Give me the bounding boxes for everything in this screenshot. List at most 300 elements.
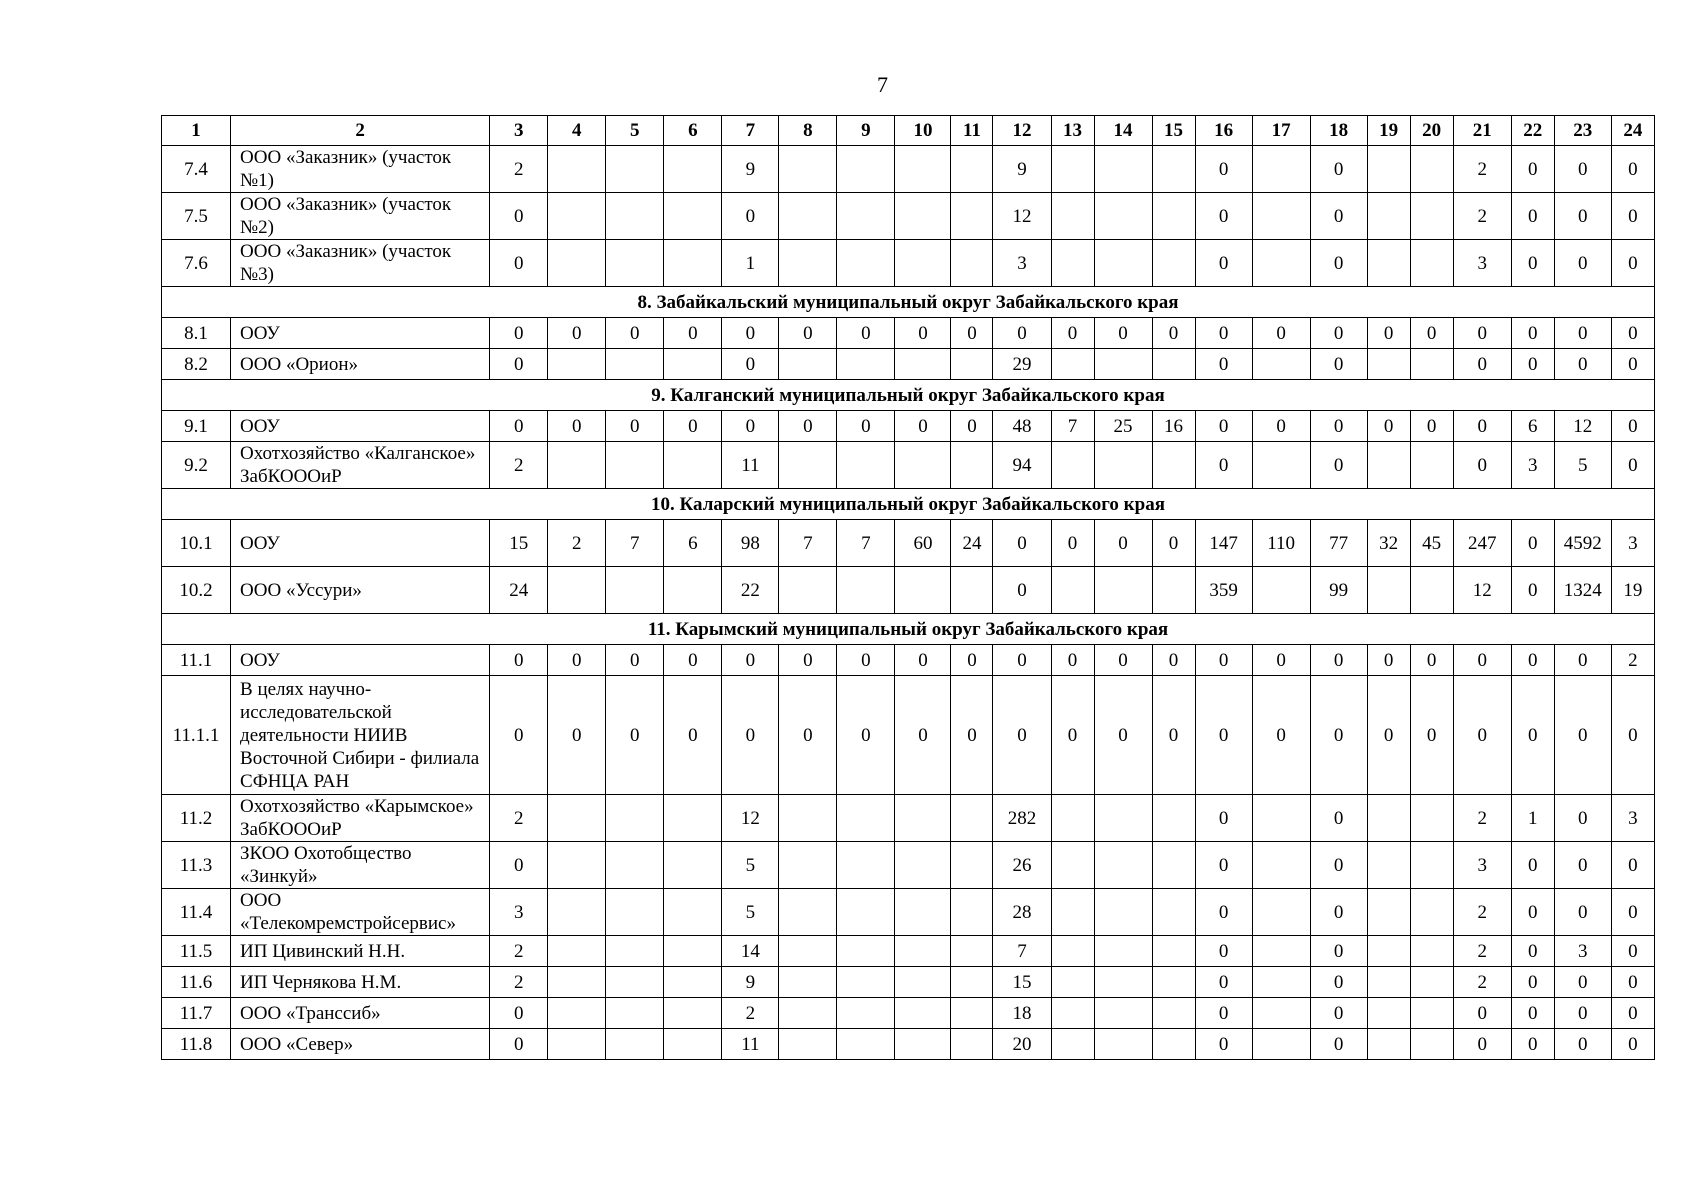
value-cell: 0 [993,676,1051,795]
value-cell: 0 [1554,676,1611,795]
value-cell [606,795,664,842]
value-cell [1367,889,1410,936]
value-cell: 0 [490,1029,548,1060]
value-cell: 0 [490,318,548,349]
row-name: ООО «Транссиб» [231,998,490,1029]
value-cell: 0 [1453,411,1511,442]
value-cell [664,146,722,193]
value-cell: 0 [1367,411,1410,442]
row-name: ООО «Заказник» (участок №1) [231,146,490,193]
value-cell: 0 [1094,318,1152,349]
value-cell [951,442,993,489]
value-cell: 0 [1511,240,1554,287]
value-cell: 0 [1611,842,1654,889]
value-cell: 0 [1195,645,1252,676]
value-cell: 0 [1453,442,1511,489]
value-cell: 3 [490,889,548,936]
value-cell: 0 [1195,889,1252,936]
value-cell [1051,936,1094,967]
value-cell: 0 [1252,645,1310,676]
page-number: 7 [877,72,888,97]
value-cell [837,889,895,936]
value-cell [548,1029,606,1060]
value-cell [779,442,837,489]
value-cell: 2 [1453,889,1511,936]
row-name: Охотхозяйство «Карымское» ЗабКОООиР [231,795,490,842]
value-cell [779,795,837,842]
value-cell: 15 [490,520,548,567]
value-cell [548,567,606,614]
value-cell [779,967,837,998]
value-cell: 0 [993,318,1051,349]
value-cell [837,1029,895,1060]
row-number: 11.2 [162,795,231,842]
value-cell: 77 [1310,520,1367,567]
value-cell: 359 [1195,567,1252,614]
value-cell: 0 [1310,889,1367,936]
column-header: 18 [1310,116,1367,146]
value-cell [1094,442,1152,489]
value-cell: 20 [993,1029,1051,1060]
row-name: Охотхозяйство «Калганское» ЗабКОООиР [231,442,490,489]
value-cell: 0 [722,318,779,349]
value-cell: 18 [993,998,1051,1029]
value-cell: 0 [1511,842,1554,889]
value-cell: 0 [993,567,1051,614]
value-cell: 0 [1310,146,1367,193]
column-header: 6 [664,116,722,146]
row-name: В целях научно-исследовательской деятельности НИИВ Восточной Сибири - филиала СФНЦА РАН [231,676,490,795]
value-cell [548,442,606,489]
value-cell [548,842,606,889]
value-cell [548,146,606,193]
value-cell: 9 [993,146,1051,193]
column-header: 1 [162,116,231,146]
value-cell [895,146,951,193]
value-cell [548,795,606,842]
value-cell: 0 [1367,676,1410,795]
value-cell [1410,967,1453,998]
value-cell: 6 [1511,411,1554,442]
value-cell: 0 [1310,349,1367,380]
value-cell: 0 [1554,193,1611,240]
value-cell: 0 [1195,676,1252,795]
value-cell: 3 [1611,520,1654,567]
row-name: ООО «Север» [231,1029,490,1060]
value-cell [1367,795,1410,842]
column-header: 4 [548,116,606,146]
row-number: 11.4 [162,889,231,936]
table-row [162,520,1655,567]
row-number: 11.3 [162,842,231,889]
value-cell: 0 [1611,349,1654,380]
value-cell [951,349,993,380]
value-cell [1367,349,1410,380]
value-cell: 2 [1453,193,1511,240]
value-cell [606,842,664,889]
row-number: 11.6 [162,967,231,998]
value-cell: 1324 [1554,567,1611,614]
value-cell: 11 [722,1029,779,1060]
value-cell: 0 [1195,146,1252,193]
value-cell [951,146,993,193]
value-cell: 6 [664,520,722,567]
value-cell [1252,889,1310,936]
value-cell [664,567,722,614]
row-number: 7.4 [162,146,231,193]
value-cell: 99 [1310,567,1367,614]
value-cell: 0 [1611,967,1654,998]
value-cell [779,889,837,936]
value-cell [951,889,993,936]
row-name: ООУ [231,520,490,567]
value-cell [548,998,606,1029]
value-cell: 9 [722,146,779,193]
value-cell [606,146,664,193]
value-cell [779,936,837,967]
row-name: ООО «Уссури» [231,567,490,614]
value-cell [1252,146,1310,193]
value-cell [1367,193,1410,240]
value-cell [1410,146,1453,193]
column-header: 20 [1410,116,1453,146]
value-cell: 247 [1453,520,1511,567]
value-cell [1152,795,1195,842]
value-cell [895,442,951,489]
value-cell: 1 [1511,795,1554,842]
value-cell: 2 [490,442,548,489]
value-cell: 0 [1511,146,1554,193]
value-cell: 12 [1554,411,1611,442]
value-cell: 0 [1195,240,1252,287]
value-cell: 0 [1195,967,1252,998]
value-cell: 0 [1611,240,1654,287]
value-cell: 7 [993,936,1051,967]
value-cell [951,240,993,287]
value-cell: 0 [1051,676,1094,795]
value-cell [606,1029,664,1060]
value-cell: 147 [1195,520,1252,567]
value-cell: 0 [1195,442,1252,489]
table-row [162,349,1655,380]
value-cell [895,240,951,287]
row-number: 8.2 [162,349,231,380]
value-cell: 0 [1611,411,1654,442]
value-cell: 0 [1611,318,1654,349]
value-cell [664,349,722,380]
value-cell: 32 [1367,520,1410,567]
value-cell [1410,442,1453,489]
value-cell [779,193,837,240]
value-cell: 24 [490,567,548,614]
section-row [162,489,1655,520]
value-cell: 0 [1554,1029,1611,1060]
value-cell [664,889,722,936]
value-cell [664,842,722,889]
table-row [162,146,1655,193]
value-cell [1152,967,1195,998]
column-header: 15 [1152,116,1195,146]
value-cell: 0 [1152,676,1195,795]
row-name: ООО «Заказник» (участок №2) [231,193,490,240]
value-cell: 0 [1511,998,1554,1029]
value-cell: 0 [490,349,548,380]
value-cell: 0 [1453,676,1511,795]
value-cell [1094,567,1152,614]
value-cell [1410,240,1453,287]
value-cell: 0 [1453,349,1511,380]
value-cell: 0 [1195,998,1252,1029]
value-cell: 0 [779,318,837,349]
value-cell: 0 [1310,1029,1367,1060]
value-cell [606,889,664,936]
value-cell [895,936,951,967]
value-cell: 2 [1453,146,1511,193]
column-header: 19 [1367,116,1410,146]
value-cell [779,146,837,193]
value-cell [1410,998,1453,1029]
value-cell: 11 [722,442,779,489]
value-cell: 12 [993,193,1051,240]
value-cell [1367,240,1410,287]
value-cell [1410,567,1453,614]
value-cell [548,889,606,936]
value-cell: 0 [1511,967,1554,998]
value-cell [895,1029,951,1060]
value-cell: 0 [1310,967,1367,998]
value-cell: 0 [1554,240,1611,287]
value-cell [1051,240,1094,287]
value-cell: 0 [1511,567,1554,614]
value-cell [1152,349,1195,380]
value-cell [837,349,895,380]
column-header: 10 [895,116,951,146]
row-name: ООУ [231,411,490,442]
value-cell: 0 [1554,645,1611,676]
value-cell: 0 [1152,645,1195,676]
row-number: 7.5 [162,193,231,240]
section-row [162,614,1655,645]
value-cell: 0 [548,676,606,795]
value-cell [1367,998,1410,1029]
value-cell [664,936,722,967]
value-cell: 0 [1152,520,1195,567]
value-cell [1367,842,1410,889]
value-cell: 7 [1051,411,1094,442]
value-cell: 0 [779,676,837,795]
value-cell: 0 [1410,411,1453,442]
value-cell [1152,1029,1195,1060]
value-cell [1051,146,1094,193]
value-cell [1051,967,1094,998]
value-cell [1094,240,1152,287]
value-cell [1252,842,1310,889]
section-title: 9. Калганский муниципальный округ Забайкальского края [162,380,1655,411]
value-cell: 7 [779,520,837,567]
value-cell [548,349,606,380]
row-name: ООУ [231,318,490,349]
value-cell: 0 [1511,520,1554,567]
value-cell: 0 [951,411,993,442]
section-title: 8. Забайкальский муниципальный округ Забайкальского края [162,287,1655,318]
value-cell [664,442,722,489]
column-header: 17 [1252,116,1310,146]
value-cell: 12 [1453,567,1511,614]
value-cell [1252,998,1310,1029]
value-cell: 2 [1453,795,1511,842]
value-cell: 0 [722,411,779,442]
value-cell: 5 [1554,442,1611,489]
value-cell [895,967,951,998]
value-cell: 24 [951,520,993,567]
value-cell [1152,889,1195,936]
value-cell: 0 [664,676,722,795]
value-cell [606,240,664,287]
value-cell: 0 [722,349,779,380]
value-cell: 0 [722,645,779,676]
table-row [162,676,1655,795]
value-cell [837,146,895,193]
value-cell: 29 [993,349,1051,380]
value-cell: 0 [722,193,779,240]
column-header: 2 [231,116,490,146]
value-cell: 0 [548,318,606,349]
value-cell: 0 [1453,1029,1511,1060]
value-cell [837,795,895,842]
value-cell: 0 [548,645,606,676]
value-cell: 3 [993,240,1051,287]
value-cell [1051,567,1094,614]
value-cell [1410,936,1453,967]
value-cell [1094,1029,1152,1060]
value-cell: 0 [1310,998,1367,1029]
value-cell: 0 [490,676,548,795]
column-header: 11 [951,116,993,146]
value-cell [1094,889,1152,936]
section-row [162,380,1655,411]
value-cell: 0 [1367,318,1410,349]
value-cell [951,998,993,1029]
value-cell [951,1029,993,1060]
value-cell: 7 [837,520,895,567]
table-row [162,795,1655,842]
column-header: 13 [1051,116,1094,146]
value-cell: 0 [1453,318,1511,349]
value-cell: 0 [606,318,664,349]
value-cell: 0 [1310,411,1367,442]
value-cell: 0 [1611,889,1654,936]
value-cell: 0 [779,645,837,676]
value-cell [1152,936,1195,967]
value-cell: 0 [1410,676,1453,795]
row-number: 8.1 [162,318,231,349]
value-cell [1094,795,1152,842]
value-cell [779,998,837,1029]
value-cell [664,193,722,240]
value-cell: 0 [1611,193,1654,240]
value-cell [895,842,951,889]
value-cell: 0 [490,842,548,889]
table-row [162,967,1655,998]
value-cell [1252,193,1310,240]
value-cell: 0 [1252,318,1310,349]
value-cell [1152,146,1195,193]
value-cell [1410,889,1453,936]
value-cell: 0 [1051,520,1094,567]
value-cell: 0 [779,411,837,442]
value-cell: 0 [1195,936,1252,967]
value-cell: 22 [722,567,779,614]
value-cell: 0 [1410,645,1453,676]
value-cell [1252,936,1310,967]
value-cell: 14 [722,936,779,967]
value-cell: 0 [548,411,606,442]
value-cell [1094,936,1152,967]
value-cell: 0 [951,676,993,795]
value-cell [548,936,606,967]
value-cell: 0 [664,411,722,442]
table-row [162,318,1655,349]
row-number: 11.8 [162,1029,231,1060]
value-cell: 0 [1310,645,1367,676]
value-cell: 0 [722,676,779,795]
column-header: 24 [1611,116,1654,146]
value-cell [951,936,993,967]
row-name: ООУ [231,645,490,676]
value-cell: 0 [1554,967,1611,998]
value-cell: 0 [951,645,993,676]
value-cell: 0 [1511,889,1554,936]
column-header: 9 [837,116,895,146]
value-cell [1367,967,1410,998]
value-cell [1152,998,1195,1029]
value-cell: 0 [1453,645,1511,676]
value-cell: 0 [1611,1029,1654,1060]
value-cell: 0 [1310,795,1367,842]
table-body [162,146,1655,1060]
value-cell [895,998,951,1029]
table-row [162,567,1655,614]
value-cell [606,967,664,998]
value-cell: 0 [1554,998,1611,1029]
value-cell: 2 [490,146,548,193]
table-row [162,442,1655,489]
value-cell: 0 [606,411,664,442]
value-cell: 0 [1310,240,1367,287]
value-cell: 0 [1453,998,1511,1029]
value-cell [1051,1029,1094,1060]
value-cell [951,567,993,614]
value-cell: 0 [1554,842,1611,889]
value-cell [837,193,895,240]
column-header: 5 [606,116,664,146]
value-cell: 0 [1611,676,1654,795]
value-cell [1252,349,1310,380]
value-cell [1051,442,1094,489]
value-cell: 0 [1410,318,1453,349]
value-cell: 98 [722,520,779,567]
value-cell: 2 [722,998,779,1029]
value-cell: 1 [722,240,779,287]
value-cell: 0 [1195,1029,1252,1060]
value-cell [1094,998,1152,1029]
value-cell [1410,1029,1453,1060]
value-cell [1410,795,1453,842]
value-cell [951,193,993,240]
value-cell [1051,349,1094,380]
row-name: ИП Цивинский Н.Н. [231,936,490,967]
value-cell: 0 [490,240,548,287]
